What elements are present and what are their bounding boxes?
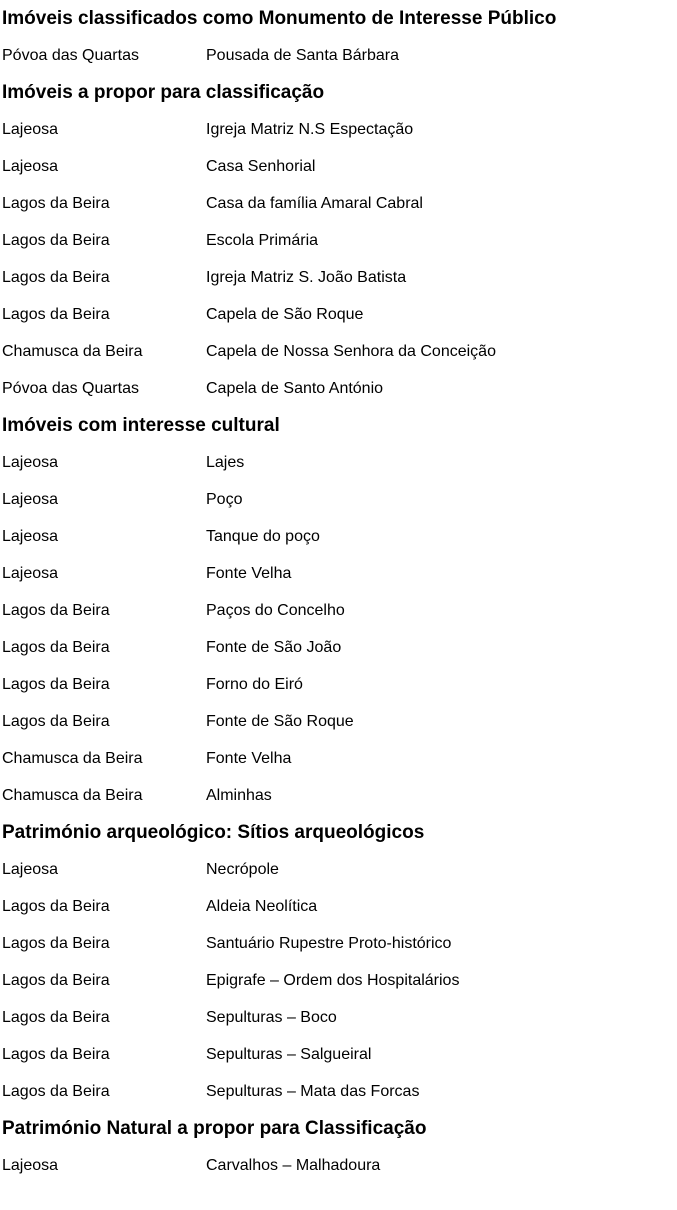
- item-place: Lajeosa: [2, 490, 59, 508]
- list-item: [2, 1036, 672, 1073]
- list-item: [2, 592, 672, 629]
- list-item: [2, 851, 672, 888]
- section-heading: Património arqueológico: Sítios arqueológicos: [2, 821, 425, 843]
- list-item: [2, 296, 672, 333]
- list-item: [2, 740, 672, 777]
- list-item: [2, 703, 672, 740]
- item-name: Santuário Rupestre Proto-histórico: [206, 934, 452, 952]
- list-item: [2, 222, 672, 259]
- list-item: [2, 370, 672, 407]
- item-place: Lagos da Beira: [2, 638, 110, 656]
- list-item: [2, 962, 672, 999]
- section-interesse-cultural: [2, 407, 672, 814]
- item-name: Igreja Matriz N.S Espectação: [206, 120, 414, 138]
- item-name: Casa da família Amaral Cabral: [206, 194, 423, 212]
- item-place: Lajeosa: [2, 453, 59, 471]
- list-item: [2, 888, 672, 925]
- list-item: [2, 1073, 672, 1110]
- item-name: Pousada de Santa Bárbara: [206, 46, 400, 64]
- list-item: [2, 518, 672, 555]
- item-place: Lagos da Beira: [2, 194, 110, 212]
- section-heading: Imóveis com interesse cultural: [2, 414, 280, 436]
- list-item: [2, 333, 672, 370]
- item-place: Lagos da Beira: [2, 268, 110, 286]
- item-place: Lajeosa: [2, 1156, 59, 1174]
- section-imoveis-a-propor: [2, 74, 672, 407]
- item-place: Póvoa das Quartas: [2, 46, 139, 64]
- item-name: Escola Primária: [206, 231, 319, 249]
- item-place: Chamusca da Beira: [2, 342, 143, 360]
- item-place: Lagos da Beira: [2, 934, 110, 952]
- item-name: Poço: [206, 490, 243, 508]
- item-place: Lagos da Beira: [2, 1045, 110, 1063]
- item-place: Lajeosa: [2, 860, 59, 878]
- item-place: Lagos da Beira: [2, 675, 110, 693]
- item-name: Alminhas: [206, 786, 272, 804]
- item-place: Lajeosa: [2, 157, 59, 175]
- item-name: Igreja Matriz S. João Batista: [206, 268, 407, 286]
- item-name: Epigrafe – Ordem dos Hospitalários: [206, 971, 460, 989]
- item-name: Necrópole: [206, 860, 279, 878]
- heritage-document: [2, 0, 672, 1184]
- list-item: [2, 629, 672, 666]
- item-name: Sepulturas – Mata das Forcas: [206, 1082, 420, 1100]
- list-item: [2, 925, 672, 962]
- list-item: [2, 999, 672, 1036]
- item-name: Capela de Santo António: [206, 379, 384, 397]
- item-name: Fonte Velha: [206, 749, 292, 767]
- item-place: Póvoa das Quartas: [2, 379, 139, 397]
- item-name: Tanque do poço: [206, 527, 320, 545]
- list-item: [2, 111, 672, 148]
- item-name: Lajes: [206, 453, 245, 471]
- section-monumento-interesse-publico: [2, 0, 672, 74]
- item-place: Lajeosa: [2, 527, 59, 545]
- item-name: Fonte de São Roque: [206, 712, 354, 730]
- section-heading: Património Natural a propor para Classificação: [2, 1117, 427, 1139]
- item-place: Lagos da Beira: [2, 601, 110, 619]
- item-name: Fonte de São João: [206, 638, 342, 656]
- item-name: Carvalhos – Malhadoura: [206, 1156, 381, 1174]
- item-place: Lagos da Beira: [2, 897, 110, 915]
- item-place: Chamusca da Beira: [2, 786, 143, 804]
- item-place: Lagos da Beira: [2, 1008, 110, 1026]
- list-item: [2, 37, 672, 74]
- item-place: Lagos da Beira: [2, 712, 110, 730]
- item-name: Aldeia Neolítica: [206, 897, 318, 915]
- item-place: Lajeosa: [2, 120, 59, 138]
- list-item: [2, 259, 672, 296]
- list-item: [2, 777, 672, 814]
- list-item: [2, 555, 672, 592]
- section-heading: Imóveis a propor para classificação: [2, 81, 325, 103]
- item-name: Capela de São Roque: [206, 305, 364, 323]
- section-patrimonio-arqueologico: [2, 814, 672, 1110]
- list-item: [2, 185, 672, 222]
- item-name: Casa Senhorial: [206, 157, 316, 175]
- list-item: [2, 148, 672, 185]
- list-item: [2, 666, 672, 703]
- item-place: Lagos da Beira: [2, 1082, 110, 1100]
- list-item: [2, 444, 672, 481]
- item-place: Lagos da Beira: [2, 971, 110, 989]
- item-place: Lagos da Beira: [2, 231, 110, 249]
- item-place: Chamusca da Beira: [2, 749, 143, 767]
- list-item: [2, 1147, 672, 1184]
- item-name: Fonte Velha: [206, 564, 292, 582]
- item-name: Sepulturas – Boco: [206, 1008, 337, 1026]
- item-name: Forno do Eiró: [206, 675, 303, 693]
- list-item: [2, 481, 672, 518]
- item-name: Capela de Nossa Senhora da Conceição: [206, 342, 496, 360]
- section-heading: Imóveis classificados como Monumento de Interesse Público: [2, 7, 557, 29]
- item-place: Lajeosa: [2, 564, 59, 582]
- item-place: Lagos da Beira: [2, 305, 110, 323]
- item-name: Paços do Concelho: [206, 601, 345, 619]
- section-patrimonio-natural: [2, 1110, 672, 1184]
- item-name: Sepulturas – Salgueiral: [206, 1045, 372, 1063]
